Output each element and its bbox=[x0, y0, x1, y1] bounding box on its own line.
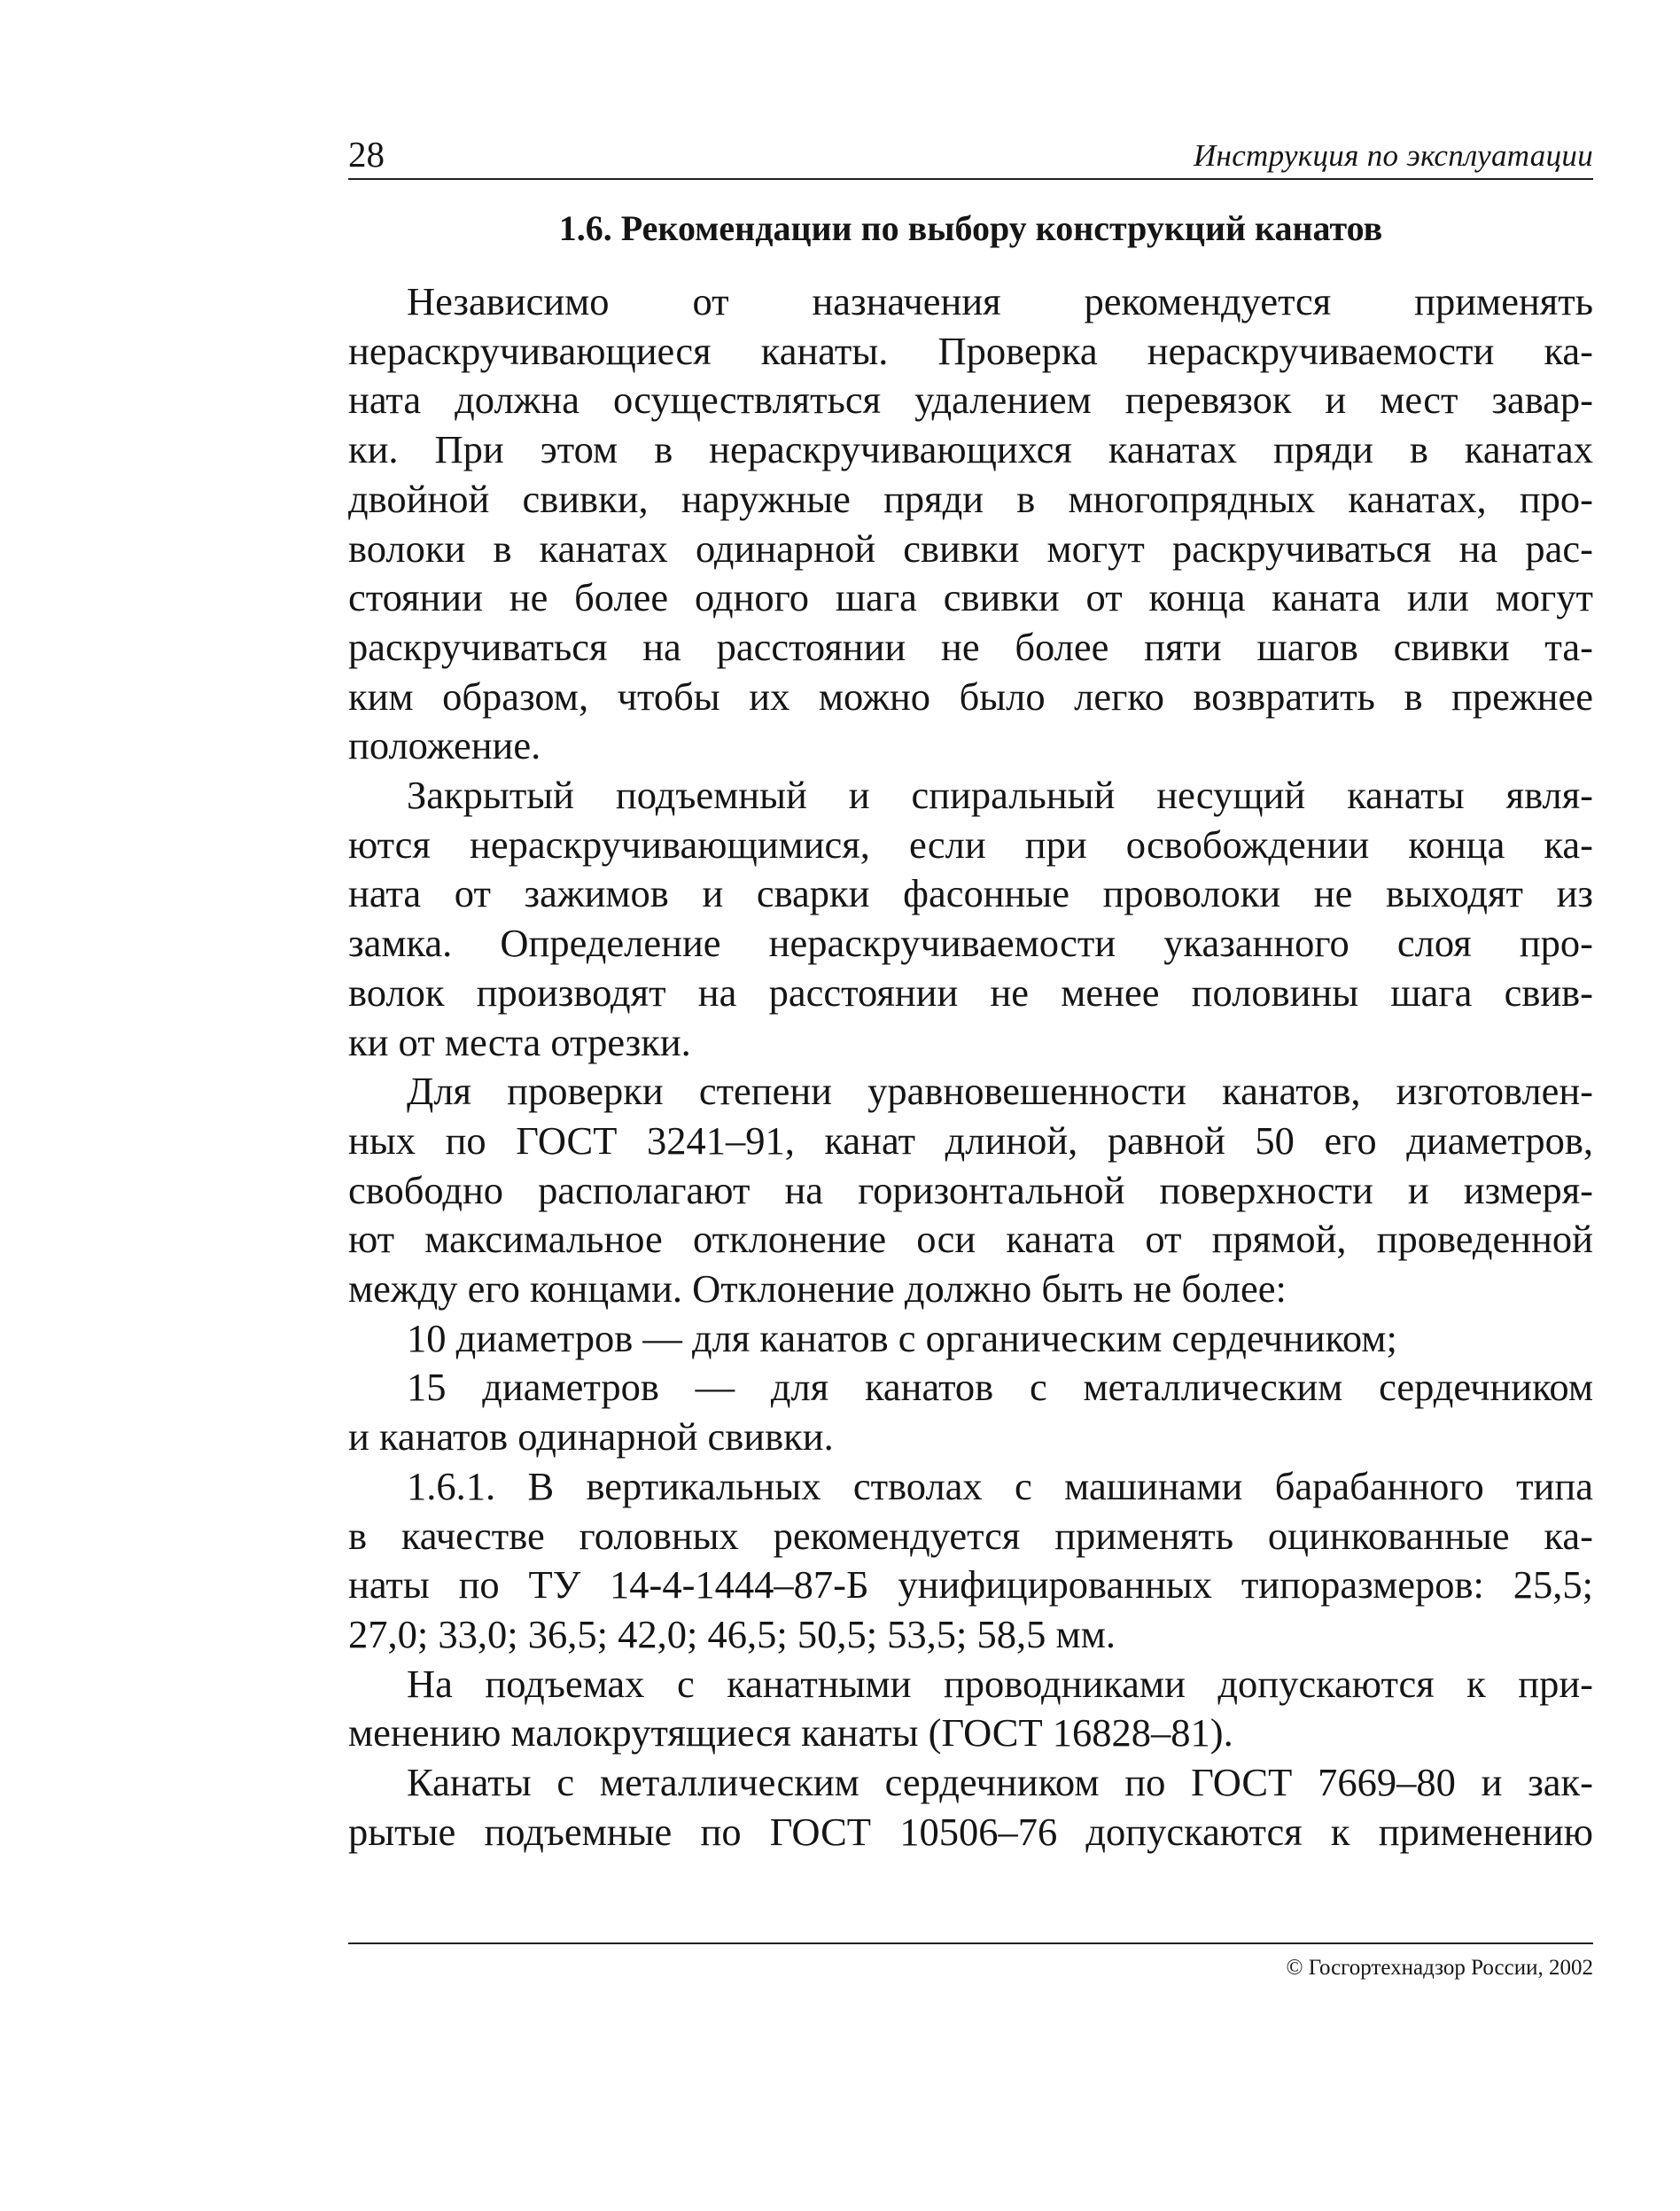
paragraph bbox=[348, 1363, 1593, 1461]
text-line: между его концами. Отклонение должно быть не более: bbox=[348, 1266, 1287, 1312]
text-line: ют максимальное отклонение оси каната от прямой, проведенной bbox=[348, 1217, 1593, 1262]
text-line: ных по ГОСТ 3241–91, канат длиной, равной 50 его диаметров, bbox=[348, 1117, 1593, 1163]
running-title: Инструкция по эксплуатации bbox=[1193, 138, 1593, 173]
text-line: ната от зажимов и сварки фасонные проволоки не выходят из bbox=[348, 871, 1593, 916]
footer-rule bbox=[348, 1942, 1593, 1944]
text-line: Для проверки степени уравновешенности канатов, изготовлен- bbox=[407, 1069, 1593, 1114]
paragraph bbox=[348, 1758, 1593, 1857]
text-line: положение. bbox=[348, 723, 541, 768]
text-line: ким образом, чтобы их можно было легко возвратить в прежнее bbox=[348, 673, 1593, 719]
paragraph bbox=[348, 1067, 1593, 1314]
footer-copyright: © Госгортехнадзор России, 2002 bbox=[1286, 1956, 1593, 1980]
text-line: На подъемах с канатными проводниками допускаются к при- bbox=[407, 1661, 1593, 1706]
text-line: менению малокрутящиеся канаты (ГОСТ 16828–81). bbox=[348, 1710, 1233, 1756]
section-title: 1.6. Рекомендации по выбору конструкций канатов bbox=[558, 208, 1383, 248]
text-line: ки от места отрезки. bbox=[348, 1019, 691, 1064]
text-line: раскручиваться на расстоянии не более пяти шагов свивки та- bbox=[348, 624, 1593, 669]
text-line: ната должна осуществляться удалением перевязок и мест завар- bbox=[348, 378, 1593, 423]
text-line: 1.6.1. В вертикальных стволах с машинами барабанного типа bbox=[407, 1463, 1593, 1508]
page-number: 28 bbox=[348, 134, 385, 175]
text-line: Закрытый подъемный и спиральный несущий канаты явля- bbox=[407, 773, 1593, 818]
paragraph bbox=[348, 1314, 1593, 1364]
body-text bbox=[348, 277, 1593, 1857]
text-line: наты по ТУ 14-4-1444–87-Б унифицированных типоразмеров: 25,5; bbox=[348, 1562, 1593, 1608]
text-line: и канатов одинарной свивки. bbox=[348, 1414, 834, 1460]
text-line: 27,0; 33,0; 36,5; 42,0; 46,5; 50,5; 53,5; 58,5 мм. bbox=[348, 1611, 1116, 1656]
text-line: 15 диаметров — для канатов с металлическим сердечником bbox=[407, 1365, 1593, 1410]
text-line: волоки в канатах одинарной свивки могут раскручиваться на рас- bbox=[348, 526, 1593, 571]
paragraph bbox=[348, 771, 1593, 1067]
paragraph bbox=[348, 1660, 1593, 1758]
document-page bbox=[348, 0, 1593, 2211]
text-line: нераскручивающиеся канаты. Проверка нераскручиваемости ка- bbox=[348, 328, 1593, 373]
text-line: волок производят на расстоянии не менее половины шага свив- bbox=[348, 969, 1593, 1015]
paragraph bbox=[348, 1462, 1593, 1660]
text-line: свободно располагают на горизонтальной поверхности и измеря- bbox=[348, 1167, 1593, 1212]
text-line: ются нераскручивающимися, если при освобождении конца ка- bbox=[348, 821, 1593, 867]
text-line: рытые подъемные по ГОСТ 10506–76 допускаются к применению bbox=[348, 1809, 1593, 1854]
text-line: 10 диаметров — для канатов с органическим сердечником; bbox=[407, 1315, 1397, 1360]
running-header bbox=[348, 128, 1593, 180]
text-line: замка. Определение нераскручиваемости указанного слоя про- bbox=[348, 921, 1593, 966]
text-line: ки. При этом в нераскручивающихся канатах пряди в канатах bbox=[348, 427, 1593, 472]
text-line: Канаты с металлическим сердечником по ГОСТ 7669–80 и зак- bbox=[407, 1760, 1593, 1805]
text-line: Независимо от назначения рекомендуется применять bbox=[407, 279, 1593, 323]
text-line: в качестве головных рекомендуется применять оцинкованные ка- bbox=[348, 1513, 1593, 1558]
paragraph bbox=[348, 277, 1593, 771]
text-line: стоянии не более одного шага свивки от конца каната или могут bbox=[348, 575, 1593, 620]
text-line: двойной свивки, наружные пряди в многопрядных канатах, про- bbox=[348, 476, 1593, 521]
